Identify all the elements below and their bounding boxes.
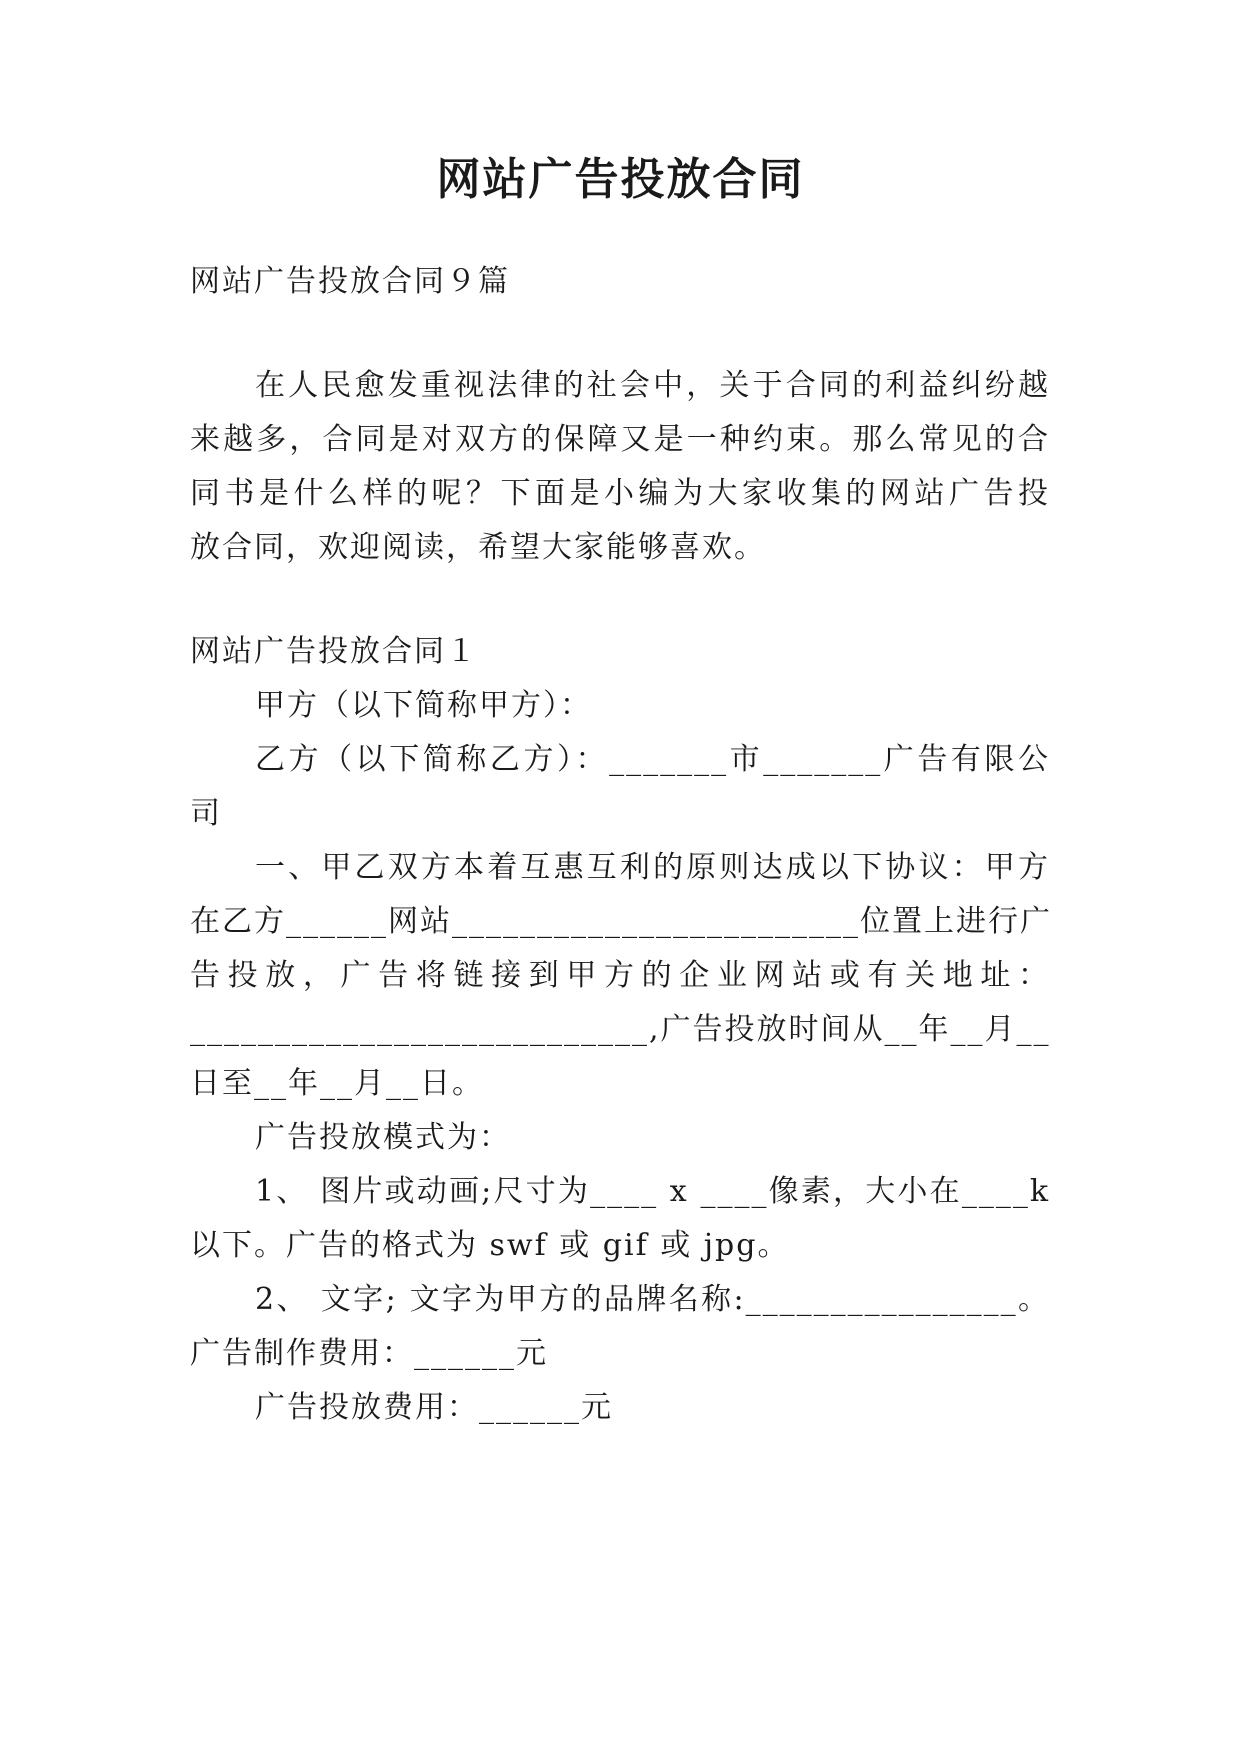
section-1-heading: 网站广告投放合同１	[190, 634, 478, 669]
intro-line-1: 在人民愈发重视法律的社会中，关于合同的利益纠纷越	[255, 368, 1050, 403]
placement-fee-line: 广告投放费用：______元	[255, 1390, 613, 1425]
clause-1-line-5: 日至__年__月__日。	[190, 1066, 484, 1101]
mode-heading: 广告投放模式为：	[255, 1120, 511, 1155]
intro-line-2: 来越多，合同是对双方的保障又是一种约束。那么常见的合	[190, 422, 1050, 457]
mode-1-line-1: 1、 图片或动画;尺寸为____ x ____像素，大小在____k	[255, 1174, 1050, 1209]
clause-1-line-1: 一、甲乙双方本着互惠互利的原则达成以下协议：甲方	[255, 850, 1050, 885]
party-a-line: 甲方（以下简称甲方）：	[255, 688, 592, 723]
clause-1-line-2: 在乙方______网站________________________位置上进行广	[190, 904, 1052, 939]
document-subtitle: 网站广告投放合同９篇	[190, 264, 510, 299]
party-b-line-1: 乙方（以下简称乙方）：_______市_______广告有限公	[255, 742, 1050, 777]
intro-line-4: 放合同，欢迎阅读，希望大家能够喜欢。	[190, 530, 766, 565]
clause-1-line-4: ___________________________,广告投放时间从__年__月__	[190, 1012, 1051, 1047]
intro-line-3: 同书是什么样的呢？下面是小编为大家收集的网站广告投	[190, 476, 1050, 511]
production-fee-line: 广告制作费用：______元	[190, 1336, 548, 1371]
party-b-line-2: 司	[190, 796, 222, 831]
mode-1-line-2: 以下。广告的格式为 swf 或 gif 或 jpg。	[190, 1228, 790, 1263]
clause-1-line-3: 告投放，广告将链接到甲方的企业网站或有关地址：	[190, 958, 1050, 993]
document-title: 网站广告投放合同	[436, 154, 805, 205]
mode-2-line-1: 2、 文字; 文字为甲方的品牌名称:________________。	[255, 1282, 1050, 1317]
